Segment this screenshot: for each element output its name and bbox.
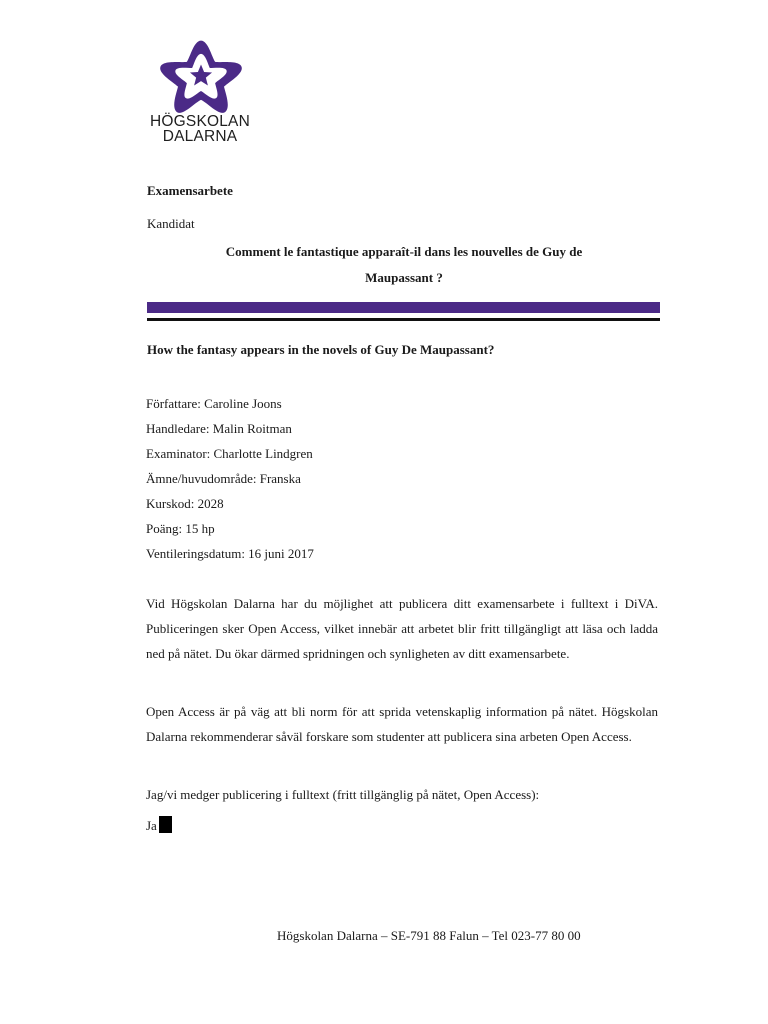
purple-divider — [147, 302, 660, 313]
document-type: Examensarbete — [147, 183, 233, 198]
black-divider — [147, 318, 660, 321]
course-code-line: Kurskod: 2028 — [146, 496, 224, 511]
subject-line: Ämne/huvudområde: Franska — [146, 471, 301, 486]
credits-line: Poäng: 15 hp — [146, 521, 215, 536]
thesis-title-french — [147, 239, 661, 291]
examiner-line: Examinator: Charlotte Lindgren — [146, 446, 313, 461]
open-access-paragraph: Open Access är på väg att bli norm för att sprida vetenskaplig information på nätet. Högskolan Dalarna rekommenderar såväl forskare som studenter att publicera sina arbeten Open Access. — [146, 704, 658, 744]
thesis-title-french-line2: Maupassant ? — [365, 270, 443, 285]
supervisor-line: Handledare: Malin Roitman — [146, 421, 292, 436]
author-line: Författare: Caroline Joons — [146, 396, 282, 411]
consent-checkbox[interactable] — [159, 816, 172, 833]
logo-text-line2: DALARNA — [162, 128, 238, 145]
page-footer: Högskolan Dalarna – SE-791 88 Falun – Tel 023-77 80 00 — [277, 928, 581, 943]
thesis-metadata — [146, 391, 314, 566]
university-logo — [143, 38, 257, 144]
publication-info-paragraph: Vid Högskolan Dalarna har du möjlighet att publicera ditt examensarbete i fulltext i DiVA. Publiceringen sker Open Access, vilket innebär att arbetet blir fritt tillgängligt att läsa och ladda ned på nätet. Du ökar därmed spridningen och synligheten av ditt examensarbete. — [146, 596, 658, 661]
degree-level: Kandidat — [147, 216, 195, 231]
consent-statement: Jag/vi medger publicering i fulltext (fritt tillgänglig på nätet, Open Access): — [146, 787, 540, 802]
logo-text-line1: HÖGSKOLAN — [150, 113, 250, 130]
consent-yes — [146, 815, 172, 837]
thesis-title-french-line1: Comment le fantastique apparaît-il dans les nouvelles de Guy de — [225, 244, 583, 259]
consent-yes-label: Ja — [146, 818, 157, 833]
defense-date-line: Ventileringsdatum: 16 juni 2017 — [146, 546, 314, 561]
thesis-title-english: How the fantasy appears in the novels of Guy De Maupassant? — [147, 342, 495, 357]
star-logo-icon — [153, 38, 249, 114]
